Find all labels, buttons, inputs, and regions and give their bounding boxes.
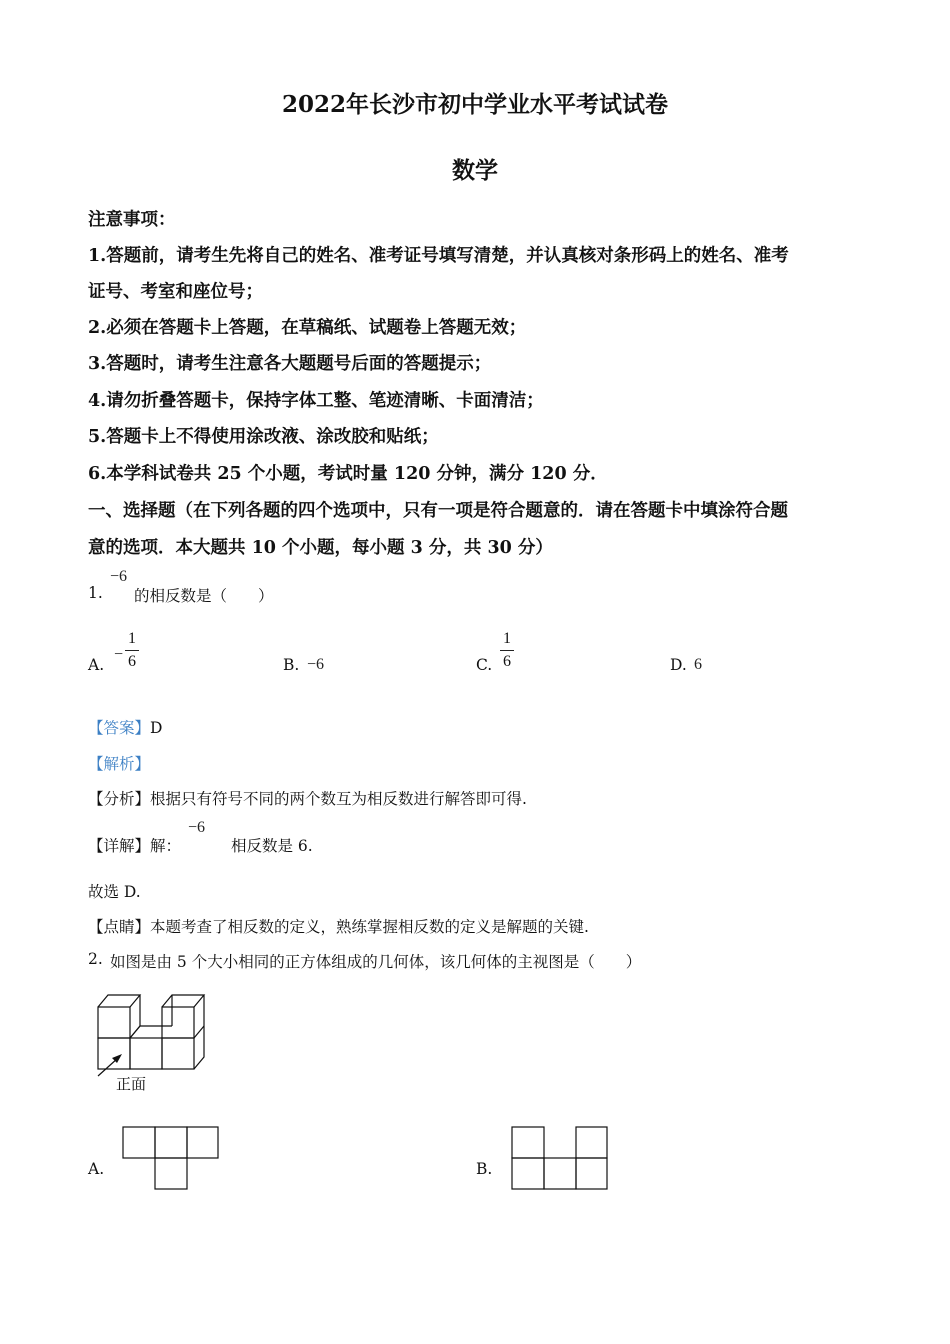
option-a-label: A. (88, 656, 105, 674)
cube-solid-figure (92, 990, 212, 1090)
fraction-numerator: 1 (128, 630, 136, 647)
subject-title: 数学 (452, 157, 498, 184)
option-b-label: B. (283, 656, 300, 674)
section-heading: 一、选择题（在下列各题的四个选项中，只有一项是符合题意的．请在答题卡中填涂符合题 (88, 501, 788, 521)
notice-heading: 注意事项： (88, 210, 176, 230)
analysis-tag: 【解析】 (88, 755, 151, 773)
fenxi-tag: 【分析】 (88, 790, 151, 808)
fraction-denominator: 6 (503, 653, 511, 670)
fraction-numerator: 1 (503, 630, 511, 647)
answer-tag: 【答案】 (88, 719, 151, 737)
notice-item: 1.答题前，请考生先将自己的姓名、准考证号填写清楚，并认真核对条形码上的姓名、准考 (88, 246, 789, 266)
xiangjie-tag: 【详解】 (88, 837, 151, 855)
dianjing-tag: 【点睛】 (88, 918, 151, 936)
question-expression: −6 (110, 568, 128, 585)
answer-line (88, 716, 162, 738)
xiangjie-text: 相反数是 6. (231, 837, 313, 855)
fenxi-text: 根据只有符号不同的两个数互为相反数进行解答即可得. (150, 790, 527, 808)
option-c-label: C. (476, 656, 493, 674)
fraction-bar (125, 650, 139, 651)
notice-item: 3.答题时，请考生注意各大题题号后面的答题提示； (88, 354, 492, 374)
option-b-value: −6 (307, 656, 325, 673)
option-c-fraction (500, 630, 514, 671)
exam-title: 2022年长沙市初中学业水平考试试卷 (281, 91, 668, 118)
notice-item: 6.本学科试卷共 25 个小题，考试时量 120 分钟，满分 120 分． (88, 464, 608, 484)
dianjing-text: 本题考查了相反数的定义，熟练掌握相反数的定义是解题的关键. (150, 918, 589, 936)
option-a-label: A. (88, 1160, 105, 1178)
xiangjie-expression: −6 (188, 819, 206, 836)
conclusion: 故选 D. (88, 883, 141, 901)
fenxi-line (88, 787, 527, 809)
option-d-label: D. (670, 656, 687, 674)
notice-item: 4.请勿折叠答题卡，保持字体工整、笔迹清晰、卡面清洁； (88, 391, 544, 411)
question-stem: 如图是由 5 个大小相同的正方体组成的几何体，该几何体的主视图是（ ） (110, 953, 642, 971)
notice-item: 5.答题卡上不得使用涂改液、涂改胶和贴纸； (88, 427, 439, 447)
question-number: 1. (88, 584, 103, 602)
option-b-figure (511, 1126, 609, 1192)
fraction-denominator: 6 (128, 653, 136, 670)
option-b-label: B. (476, 1160, 493, 1178)
question-stem: 的相反数是（ ） (134, 587, 274, 605)
fraction-bar (500, 650, 514, 651)
section-heading: 意的选项．本大题共 10 个小题，每小题 3 分，共 30 分） (88, 538, 553, 558)
notice-item: 2.必须在答题卡上答题，在草稿纸、试题卷上答题无效； (88, 318, 527, 338)
option-a-sign: − (114, 646, 124, 663)
question-number: 2. (88, 950, 103, 968)
option-a-fraction (125, 630, 139, 671)
xiangjie-prefix: 解： (150, 837, 182, 855)
front-label: 正面 (116, 1075, 147, 1093)
option-d-value: 6 (694, 656, 702, 673)
notice-item: 证号、考室和座位号； (88, 282, 263, 302)
answer-value: D (150, 719, 163, 737)
dianjing-line (88, 915, 589, 937)
option-a-figure (122, 1126, 220, 1192)
